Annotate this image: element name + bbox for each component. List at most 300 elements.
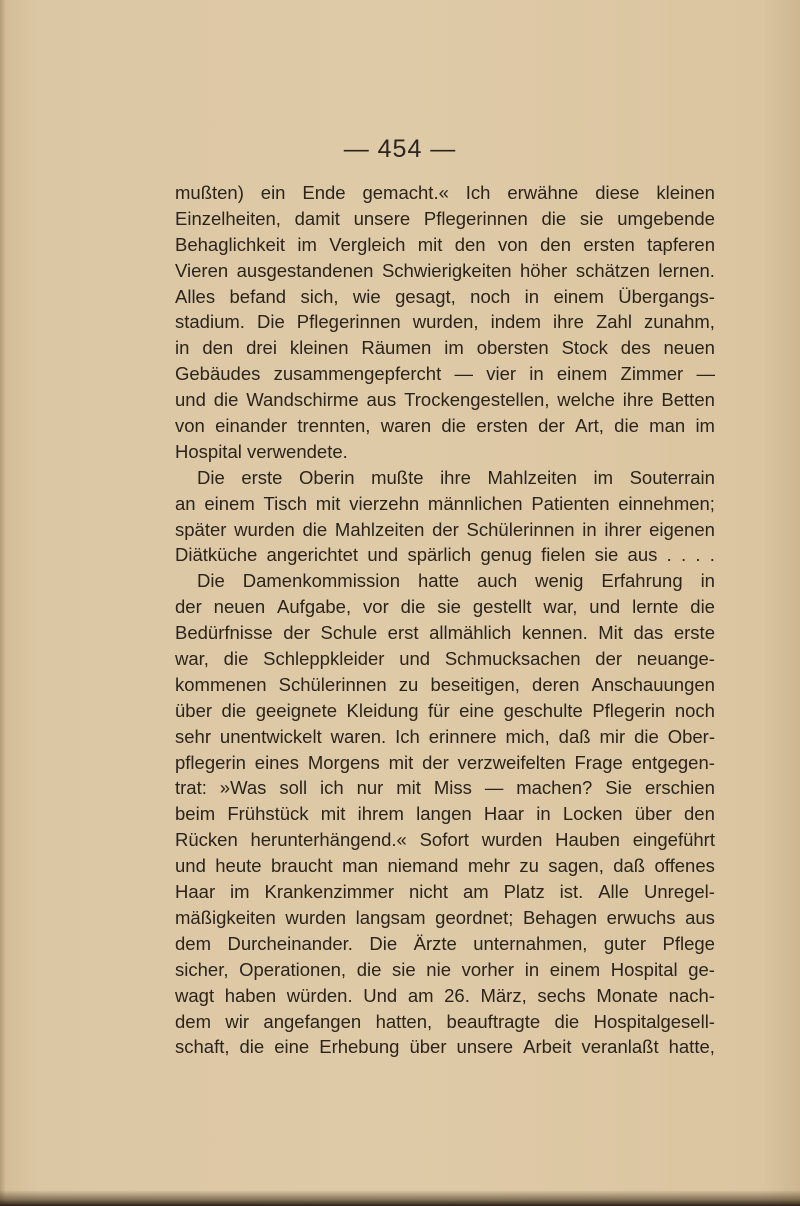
word: der bbox=[283, 622, 310, 644]
word: welche bbox=[557, 389, 615, 411]
word: Morgens bbox=[307, 751, 380, 773]
word: nach- bbox=[668, 984, 715, 1006]
word: ihrem bbox=[357, 803, 404, 825]
word: umgebende bbox=[617, 207, 715, 229]
word: gemacht.« bbox=[362, 182, 449, 203]
word: kleinen bbox=[289, 337, 349, 359]
word: wurden, bbox=[412, 311, 479, 333]
word: Platz bbox=[503, 881, 545, 903]
word: genug bbox=[480, 544, 532, 566]
word: Schülerinnen bbox=[278, 673, 387, 695]
word: mußte bbox=[371, 466, 424, 488]
word: braucht bbox=[270, 855, 333, 877]
word: vorher bbox=[461, 958, 515, 980]
word: ihre bbox=[440, 466, 471, 488]
word: veranlaßt bbox=[581, 1036, 659, 1058]
word: Mit bbox=[598, 622, 623, 644]
word: mehr bbox=[467, 855, 510, 877]
word: Miss bbox=[433, 777, 472, 799]
word: in bbox=[536, 803, 551, 825]
word: ihrer bbox=[604, 518, 642, 540]
word: die bbox=[356, 958, 382, 980]
word: allmählich bbox=[429, 622, 512, 644]
word: nicht bbox=[408, 881, 449, 903]
word: ist. bbox=[559, 881, 584, 903]
word: später bbox=[175, 518, 227, 540]
word: mir bbox=[599, 725, 626, 747]
word: beim bbox=[175, 803, 216, 825]
word: waren bbox=[380, 415, 432, 437]
word: Ober- bbox=[667, 725, 715, 747]
text-line bbox=[175, 309, 715, 335]
word: . bbox=[681, 544, 687, 566]
word: 26. bbox=[444, 984, 470, 1006]
word: Und bbox=[363, 984, 398, 1006]
page-number: — 454 — bbox=[343, 135, 457, 163]
word: von bbox=[175, 415, 205, 437]
word: zu bbox=[519, 855, 539, 877]
word: Ich bbox=[395, 725, 420, 747]
word: Betten bbox=[661, 389, 715, 411]
word: mit bbox=[388, 751, 414, 773]
word: wie bbox=[352, 285, 381, 307]
word: trat: bbox=[175, 777, 207, 799]
word: die bbox=[614, 415, 639, 437]
word: soll bbox=[279, 777, 308, 799]
word: zu bbox=[398, 673, 419, 695]
word: langsam bbox=[355, 906, 426, 928]
word: Sofort bbox=[419, 829, 469, 851]
word: hatte, bbox=[668, 1036, 715, 1058]
word: in bbox=[524, 285, 540, 307]
word: über bbox=[409, 1036, 447, 1058]
word: ihre bbox=[622, 389, 654, 411]
word: Räumen bbox=[361, 337, 432, 359]
word: am bbox=[462, 881, 489, 903]
text-line bbox=[175, 387, 715, 413]
word: einem bbox=[549, 958, 601, 980]
word: unsere bbox=[456, 1036, 514, 1058]
word: man bbox=[342, 855, 379, 877]
word: pflegerin bbox=[175, 751, 246, 773]
word: noch bbox=[470, 285, 511, 307]
word: die bbox=[554, 1010, 580, 1032]
word: mit bbox=[320, 803, 346, 825]
text-line bbox=[175, 180, 715, 206]
word: beseitigen, bbox=[430, 673, 520, 695]
word: wir bbox=[225, 1010, 250, 1032]
word: neuen bbox=[663, 337, 715, 359]
word: angerichtet bbox=[266, 544, 359, 566]
text-line bbox=[175, 232, 715, 258]
word: nie bbox=[426, 958, 451, 980]
word: der bbox=[432, 518, 459, 540]
word: der bbox=[175, 596, 202, 618]
page-edge-shadow bbox=[0, 0, 6, 1206]
word: — bbox=[696, 363, 715, 385]
word: wurden bbox=[285, 906, 347, 928]
word: vor bbox=[363, 596, 389, 618]
word: eingeführt bbox=[632, 829, 715, 851]
word: Ärzte bbox=[413, 932, 457, 954]
word: wenig bbox=[535, 570, 584, 592]
text-line bbox=[175, 465, 715, 491]
word: man bbox=[649, 415, 686, 437]
text-line bbox=[175, 931, 715, 957]
word: Frage bbox=[574, 751, 623, 773]
word: und bbox=[175, 855, 206, 877]
word: Pflegerin bbox=[592, 699, 666, 721]
word: »Was bbox=[219, 777, 267, 799]
text-line bbox=[175, 905, 715, 931]
word: zunahm, bbox=[643, 311, 715, 333]
word: dem bbox=[175, 1010, 211, 1032]
text-line bbox=[175, 983, 715, 1009]
word: Stock bbox=[561, 337, 608, 359]
word: unentwickelt bbox=[219, 725, 322, 747]
word: eine bbox=[459, 699, 495, 721]
word: Die bbox=[197, 466, 225, 488]
word: Zimmer bbox=[620, 363, 684, 385]
word: der bbox=[422, 751, 449, 773]
word: erste bbox=[673, 622, 715, 644]
text-line bbox=[175, 284, 715, 310]
word: . bbox=[709, 544, 715, 566]
word: Diätküche bbox=[175, 544, 258, 566]
word: im bbox=[593, 466, 614, 488]
word: damit bbox=[294, 207, 340, 229]
word: trennten, bbox=[297, 415, 371, 437]
word: Pflegerinnen bbox=[296, 311, 401, 333]
word: diese bbox=[595, 182, 640, 203]
word: erwuchs bbox=[606, 906, 676, 928]
word: aus bbox=[366, 389, 397, 411]
word: einem bbox=[556, 363, 608, 385]
text-line bbox=[175, 646, 715, 672]
word: den bbox=[540, 233, 571, 255]
word: beauftragte bbox=[446, 1010, 541, 1032]
word: von bbox=[497, 233, 528, 255]
word: ersten bbox=[583, 233, 635, 255]
word: offenes bbox=[654, 855, 715, 877]
word: Aufgabe, bbox=[277, 596, 352, 618]
word: eine bbox=[274, 1036, 310, 1058]
word: Hospitalgesell- bbox=[593, 1010, 715, 1032]
word: Übergangs- bbox=[618, 285, 715, 307]
word: Art, bbox=[575, 415, 604, 437]
word: tapferen bbox=[647, 233, 715, 255]
word: hatte bbox=[417, 570, 460, 592]
word: in bbox=[529, 363, 544, 385]
word: eines bbox=[254, 751, 300, 773]
text-line bbox=[175, 568, 715, 594]
word: schaft, bbox=[175, 1036, 230, 1058]
text-line bbox=[175, 1009, 715, 1035]
word: Schmucksachen bbox=[444, 648, 581, 670]
word: vierzehn bbox=[349, 492, 420, 514]
word: Arbeit bbox=[523, 1036, 572, 1058]
word: unsere bbox=[353, 207, 411, 229]
text-line bbox=[175, 491, 715, 517]
word: Trockengestellen, bbox=[404, 389, 550, 411]
word: Rücken bbox=[175, 829, 238, 851]
word: im bbox=[230, 881, 250, 903]
word: Behaglichkeit bbox=[175, 233, 286, 255]
word: Vieren bbox=[175, 259, 229, 281]
word: auch bbox=[477, 570, 518, 592]
word: noch bbox=[674, 699, 715, 721]
word: nur bbox=[356, 777, 384, 799]
word: in bbox=[175, 337, 190, 359]
word: geordnet; bbox=[435, 906, 514, 928]
word: fielen bbox=[541, 544, 586, 566]
text-line bbox=[175, 206, 715, 232]
word: kennen. bbox=[521, 622, 588, 644]
word: Alles bbox=[175, 285, 216, 307]
word: an bbox=[175, 492, 196, 514]
word: und bbox=[399, 648, 431, 670]
word: gesagt, bbox=[395, 285, 456, 307]
word: befand bbox=[229, 285, 287, 307]
word: mußten) bbox=[175, 182, 244, 203]
word: und bbox=[589, 596, 621, 618]
word: zusammengepfercht bbox=[273, 363, 442, 385]
word: einnehmen; bbox=[618, 492, 715, 514]
word: . bbox=[695, 544, 701, 566]
word: Haar bbox=[175, 881, 216, 903]
word: Kleidung bbox=[346, 699, 419, 721]
word: Bedürfnisse bbox=[175, 622, 273, 644]
word: sehr bbox=[175, 725, 211, 747]
text-line bbox=[175, 879, 715, 905]
word: erschien bbox=[644, 777, 715, 799]
text-line: Hospital verwendete. bbox=[175, 440, 348, 462]
word: neuange- bbox=[636, 648, 715, 670]
word: Pflege bbox=[662, 932, 715, 954]
word: gestellt bbox=[472, 596, 532, 618]
word: verzweifelten bbox=[457, 751, 566, 773]
word: Anschauungen bbox=[591, 673, 715, 695]
word: langen bbox=[416, 803, 472, 825]
word: mäßigkeiten bbox=[175, 906, 276, 928]
word: die bbox=[541, 207, 567, 229]
word: die bbox=[239, 1036, 265, 1058]
word: ge- bbox=[688, 958, 715, 980]
word: Schule bbox=[320, 622, 378, 644]
word: niemand bbox=[387, 855, 459, 877]
word: Patienten bbox=[531, 492, 610, 514]
word: lernen. bbox=[658, 259, 715, 281]
word: die bbox=[634, 725, 659, 747]
text-line bbox=[175, 775, 715, 801]
word: würden. bbox=[286, 984, 353, 1006]
text-line bbox=[175, 957, 715, 983]
word: Behagen bbox=[522, 906, 598, 928]
word: heute bbox=[215, 855, 262, 877]
word: Hauben bbox=[555, 829, 620, 851]
word: die bbox=[302, 518, 328, 540]
text-line bbox=[175, 801, 715, 827]
word: vier bbox=[486, 363, 517, 385]
word: Frühstück bbox=[227, 803, 309, 825]
word: Krankenzimmer bbox=[264, 881, 395, 903]
word: angefangen bbox=[263, 1010, 362, 1032]
word: Schülerinnen bbox=[466, 518, 575, 540]
word: die bbox=[223, 648, 249, 670]
word: aus bbox=[685, 906, 715, 928]
word: Unregel- bbox=[643, 881, 715, 903]
word: entgegen- bbox=[631, 751, 715, 773]
word: guter bbox=[603, 932, 647, 954]
word: Zahl bbox=[595, 311, 632, 333]
text-line bbox=[175, 853, 715, 879]
word: einem bbox=[204, 492, 255, 514]
word: der bbox=[595, 648, 623, 670]
word: in bbox=[582, 518, 597, 540]
word: Einzelheiten, bbox=[175, 207, 281, 229]
text-line bbox=[175, 827, 715, 853]
word: deren bbox=[532, 673, 580, 695]
word: im bbox=[444, 337, 464, 359]
word: lernte bbox=[632, 596, 679, 618]
word: haben bbox=[224, 984, 277, 1006]
word: Souterrain bbox=[629, 466, 715, 488]
word: über bbox=[634, 803, 672, 825]
word: die bbox=[441, 415, 467, 437]
word: einander bbox=[215, 415, 288, 437]
text-line bbox=[175, 698, 715, 724]
word: die bbox=[221, 699, 247, 721]
body-text bbox=[175, 180, 715, 1060]
word: mit bbox=[315, 492, 341, 514]
word: ausgestandenen bbox=[236, 259, 374, 281]
word: Hospital bbox=[610, 958, 678, 980]
word: den bbox=[202, 337, 234, 359]
text-line bbox=[175, 672, 715, 698]
word: die bbox=[400, 596, 426, 618]
text-line bbox=[175, 517, 715, 543]
word: sie bbox=[594, 544, 619, 566]
word: die bbox=[690, 596, 715, 618]
word: — bbox=[484, 777, 504, 799]
word: wagt bbox=[175, 984, 215, 1006]
word: eigenen bbox=[649, 518, 715, 540]
word: obersten bbox=[476, 337, 549, 359]
word: erst bbox=[387, 622, 419, 644]
word: kommenen bbox=[175, 673, 267, 695]
word: war, bbox=[543, 596, 578, 618]
text-line bbox=[175, 413, 715, 439]
word: Erfahrung bbox=[601, 570, 683, 592]
word: Pflegerinnen bbox=[423, 207, 528, 229]
word: erinnere bbox=[428, 725, 497, 747]
text-line bbox=[175, 1034, 715, 1060]
word: Die bbox=[369, 932, 398, 954]
word: Wandschirme bbox=[246, 389, 359, 411]
word: ihre bbox=[553, 311, 584, 333]
word: Erhebung bbox=[319, 1036, 400, 1058]
word: März, bbox=[480, 984, 527, 1006]
word: ersten bbox=[476, 415, 528, 437]
word: Locken bbox=[562, 803, 623, 825]
word: daß bbox=[558, 725, 591, 747]
word: für bbox=[428, 699, 450, 721]
word: aus bbox=[627, 544, 658, 566]
word: Die bbox=[256, 311, 285, 333]
word: machen? bbox=[516, 777, 593, 799]
word: Alle bbox=[598, 881, 630, 903]
word: den bbox=[454, 233, 486, 255]
text-line bbox=[175, 258, 715, 284]
text-line bbox=[175, 361, 715, 387]
word: indem bbox=[490, 311, 541, 333]
word: Ich bbox=[465, 182, 491, 203]
word: die bbox=[213, 389, 239, 411]
word: kleinen bbox=[656, 182, 715, 203]
word: spärlich bbox=[407, 544, 472, 566]
word: im bbox=[297, 233, 317, 255]
word: über bbox=[175, 699, 213, 721]
word: Sie bbox=[605, 777, 633, 799]
word: geschulte bbox=[503, 699, 583, 721]
word: wurden bbox=[234, 518, 295, 540]
text-line bbox=[175, 620, 715, 646]
word: Die bbox=[197, 570, 225, 592]
word: neuen bbox=[213, 596, 266, 618]
word: . bbox=[666, 544, 672, 566]
word: am bbox=[407, 984, 434, 1006]
word: sechs bbox=[537, 984, 586, 1006]
word: in bbox=[700, 570, 715, 592]
word: schätzen bbox=[575, 259, 650, 281]
word: sich, bbox=[300, 285, 339, 307]
word: sie bbox=[392, 958, 416, 980]
word: Schleppkleider bbox=[263, 648, 385, 670]
word: unternahmen, bbox=[473, 932, 588, 954]
word: in bbox=[524, 958, 540, 980]
word: drei bbox=[246, 337, 277, 359]
text-line bbox=[175, 724, 715, 750]
word: ich bbox=[320, 777, 344, 799]
word: herunterhängend.« bbox=[250, 829, 407, 851]
word: — bbox=[454, 363, 473, 385]
word: und bbox=[367, 544, 399, 566]
word: ein bbox=[260, 182, 286, 203]
word: daß bbox=[613, 855, 646, 877]
word: Vergleich bbox=[329, 233, 406, 255]
word: Tisch bbox=[263, 492, 308, 514]
word: mich, bbox=[505, 725, 550, 747]
word: der bbox=[538, 415, 565, 437]
page-bottom-shadow bbox=[0, 1190, 800, 1206]
word: Mahlzeiten bbox=[487, 466, 577, 488]
word: Mahlzeiten bbox=[334, 518, 425, 540]
word: sicher, bbox=[175, 958, 229, 980]
word: Oberin bbox=[299, 466, 355, 488]
word: Durcheinander. bbox=[227, 932, 353, 954]
word: Gebäudes bbox=[175, 363, 261, 385]
word: im bbox=[695, 415, 715, 437]
word: waren. bbox=[330, 725, 387, 747]
word: sie bbox=[437, 596, 461, 618]
word: erwähne bbox=[507, 182, 579, 203]
word: mit bbox=[396, 777, 421, 799]
word: Operationen, bbox=[239, 958, 347, 980]
word: mit bbox=[417, 233, 443, 255]
word: und bbox=[175, 389, 206, 411]
text-line bbox=[175, 750, 715, 776]
word: den bbox=[684, 803, 715, 825]
